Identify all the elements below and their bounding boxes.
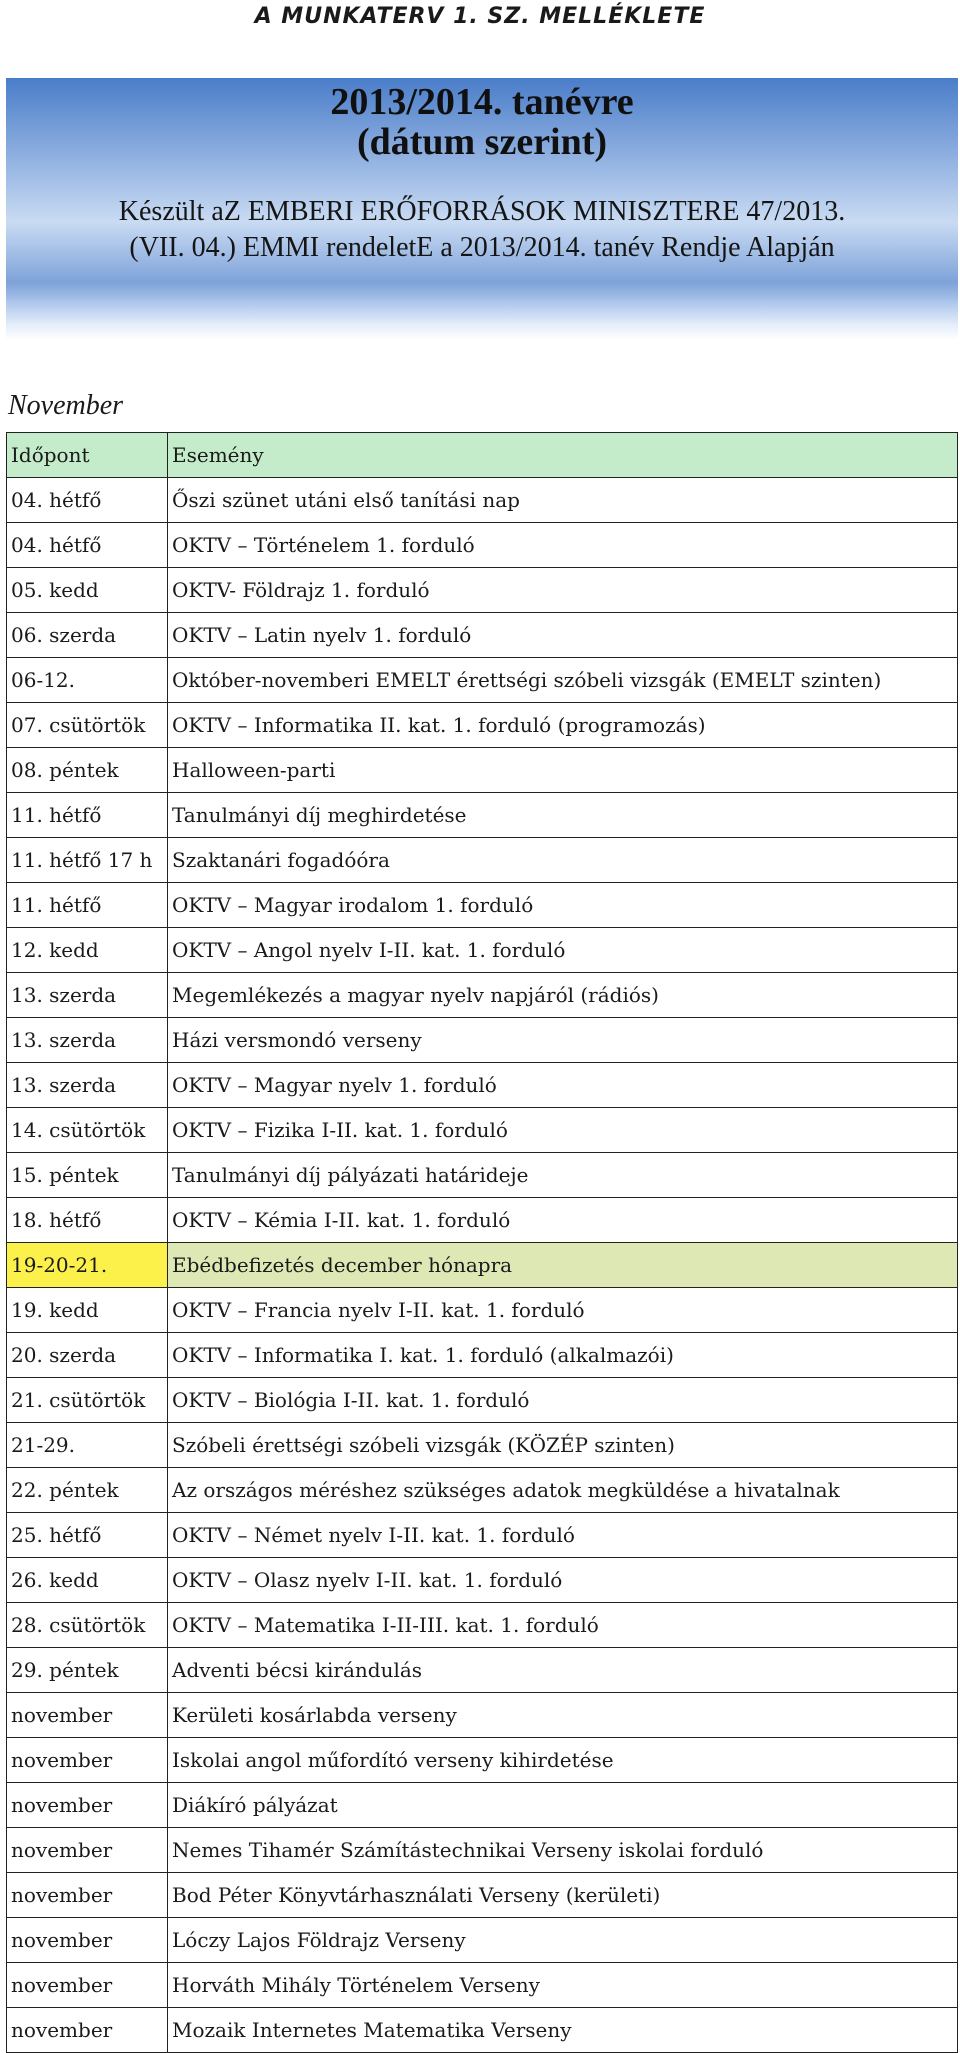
event-cell: Szaktanári fogadóóra [168, 838, 958, 883]
date-cell: november [7, 1828, 168, 1873]
date-cell: 06-12. [7, 658, 168, 703]
date-cell: 06. szerda [7, 613, 168, 658]
column-header-event: Esemény [168, 433, 958, 478]
date-cell: november [7, 1918, 168, 1963]
date-cell: 21. csütörtök [7, 1378, 168, 1423]
event-cell: OKTV – Történelem 1. forduló [168, 523, 958, 568]
date-cell: november [7, 1738, 168, 1783]
banner-subtitle [6, 194, 958, 266]
date-cell: 29. péntek [7, 1648, 168, 1693]
event-cell: Lóczy Lajos Földrajz Verseny [168, 1918, 958, 1963]
date-cell: 22. péntek [7, 1468, 168, 1513]
table-row [7, 1288, 958, 1333]
banner-title-line2: (dátum szerint) [356, 121, 608, 163]
table-row [7, 568, 958, 613]
table-row [7, 1468, 958, 1513]
month-label: November [8, 390, 124, 421]
event-cell: OKTV – Olasz nyelv I-II. kat. 1. forduló [168, 1558, 958, 1603]
table-row [7, 1738, 958, 1783]
event-cell: OKTV – Német nyelv I-II. kat. 1. forduló [168, 1513, 958, 1558]
date-cell: 14. csütörtök [7, 1108, 168, 1153]
date-cell: 13. szerda [7, 973, 168, 1018]
date-cell: november [7, 2008, 168, 2053]
table-row [7, 1108, 958, 1153]
date-cell: november [7, 1963, 168, 2008]
event-cell: Nemes Tihamér Számítástechnikai Verseny iskolai forduló [168, 1828, 958, 1873]
event-cell: Horváth Mihály Történelem Verseny [168, 1963, 958, 2008]
event-cell: Október-novemberi EMELT érettségi szóbeli vizsgák (EMELT szinten) [168, 658, 958, 703]
date-cell: 11. hétfő [7, 793, 168, 838]
table-row [7, 1333, 958, 1378]
schedule-body [7, 478, 958, 2053]
date-cell: 04. hétfő [7, 523, 168, 568]
annex-title: A MUNKATERV 1. SZ. MELLÉKLETE [254, 4, 706, 29]
event-cell: OKTV – Angol nyelv I-II. kat. 1. forduló [168, 928, 958, 973]
event-cell: OKTV – Informatika I. kat. 1. forduló (alkalmazói) [168, 1333, 958, 1378]
table-row [7, 1828, 958, 1873]
banner-stripe [6, 300, 958, 340]
table-row [7, 1918, 958, 1963]
date-cell: 08. péntek [7, 748, 168, 793]
event-cell: OKTV – Fizika I-II. kat. 1. forduló [168, 1108, 958, 1153]
table-row [7, 1783, 958, 1828]
table-row [7, 658, 958, 703]
date-cell: 07. csütörtök [7, 703, 168, 748]
schedule-table [6, 432, 958, 2053]
date-cell: 05. kedd [7, 568, 168, 613]
table-row [7, 838, 958, 883]
event-cell: Őszi szünet utáni első tanítási nap [168, 478, 958, 523]
table-row [7, 1963, 958, 2008]
event-cell: Tanulmányi díj meghirdetése [168, 793, 958, 838]
table-row [7, 748, 958, 793]
table-row [7, 703, 958, 748]
event-cell: OKTV – Latin nyelv 1. forduló [168, 613, 958, 658]
event-cell: OKTV – Biológia I-II. kat. 1. forduló [168, 1378, 958, 1423]
table-row [7, 1198, 958, 1243]
event-cell: Adventi bécsi kirándulás [168, 1648, 958, 1693]
date-cell: 04. hétfő [7, 478, 168, 523]
event-cell: Mozaik Internetes Matematika Verseny [168, 2008, 958, 2053]
event-cell: Megemlékezés a magyar nyelv napjáról (rádiós) [168, 973, 958, 1018]
event-cell: Kerületi kosárlabda verseny [168, 1693, 958, 1738]
event-cell: OKTV – Magyar irodalom 1. forduló [168, 883, 958, 928]
date-cell: 11. hétfő 17 h [7, 838, 168, 883]
date-cell: 21-29. [7, 1423, 168, 1468]
date-cell: november [7, 1783, 168, 1828]
date-cell: 19. kedd [7, 1288, 168, 1333]
event-cell: OKTV – Kémia I-II. kat. 1. forduló [168, 1198, 958, 1243]
table-row [7, 883, 958, 928]
table-row [7, 1693, 958, 1738]
table-row [7, 2008, 958, 2053]
date-cell: 26. kedd [7, 1558, 168, 1603]
table-row [7, 523, 958, 568]
date-cell: 13. szerda [7, 1018, 168, 1063]
table-row [7, 1513, 958, 1558]
event-cell: Ebédbefizetés december hónapra [168, 1243, 958, 1288]
table-row [7, 793, 958, 838]
event-cell: OKTV – Magyar nyelv 1. forduló [168, 1063, 958, 1108]
event-cell: OKTV- Földrajz 1. forduló [168, 568, 958, 613]
column-header-date: Időpont [7, 433, 168, 478]
date-cell: 13. szerda [7, 1063, 168, 1108]
event-cell: Halloween-parti [168, 748, 958, 793]
banner-subtitle-line1: Készült aZ EMBERI ERŐFORRÁSOK MINISZTERE 47/2013. [118, 196, 846, 227]
date-cell: 20. szerda [7, 1333, 168, 1378]
date-cell: 12. kedd [7, 928, 168, 973]
table-row [7, 1558, 958, 1603]
event-cell: Házi versmondó verseny [168, 1018, 958, 1063]
table-header-row [7, 433, 958, 478]
date-cell: 19-20-21. [7, 1243, 168, 1288]
table-row [7, 1873, 958, 1918]
table-row [7, 1378, 958, 1423]
event-cell: Iskolai angol műfordító verseny kihirdetése [168, 1738, 958, 1783]
date-cell: 18. hétfő [7, 1198, 168, 1243]
banner-subtitle-line2: (VII. 04.) EMMI rendeletE a 2013/2014. tanév Rendje Alapján [129, 232, 835, 263]
table-row [7, 1153, 958, 1198]
date-cell: november [7, 1873, 168, 1918]
table-row [7, 1648, 958, 1693]
event-cell: OKTV – Informatika II. kat. 1. forduló (programozás) [168, 703, 958, 748]
event-cell: Az országos méréshez szükséges adatok megküldése a hivatalnak [168, 1468, 958, 1513]
table-row [7, 478, 958, 523]
table-row [7, 1063, 958, 1108]
event-cell: OKTV – Matematika I-II-III. kat. 1. forduló [168, 1603, 958, 1648]
event-cell: Diákíró pályázat [168, 1783, 958, 1828]
event-cell: Bod Péter Könyvtárhasználati Verseny (kerületi) [168, 1873, 958, 1918]
date-cell: 28. csütörtök [7, 1603, 168, 1648]
table-row [7, 1603, 958, 1648]
event-cell: Szóbeli érettségi szóbeli vizsgák (KÖZÉP szinten) [168, 1423, 958, 1468]
title-banner [6, 78, 958, 340]
table-row [7, 1243, 958, 1288]
date-cell: november [7, 1693, 168, 1738]
table-row [7, 1423, 958, 1468]
table-row [7, 1018, 958, 1063]
date-cell: 25. hétfő [7, 1513, 168, 1558]
table-row [7, 928, 958, 973]
table-row [7, 613, 958, 658]
banner-title [6, 78, 958, 162]
event-cell: Tanulmányi díj pályázati határideje [168, 1153, 958, 1198]
banner-title-line1: 2013/2014. tanévre [330, 81, 634, 123]
event-cell: OKTV – Francia nyelv I-II. kat. 1. forduló [168, 1288, 958, 1333]
table-row [7, 973, 958, 1018]
date-cell: 11. hétfő [7, 883, 168, 928]
date-cell: 15. péntek [7, 1153, 168, 1198]
